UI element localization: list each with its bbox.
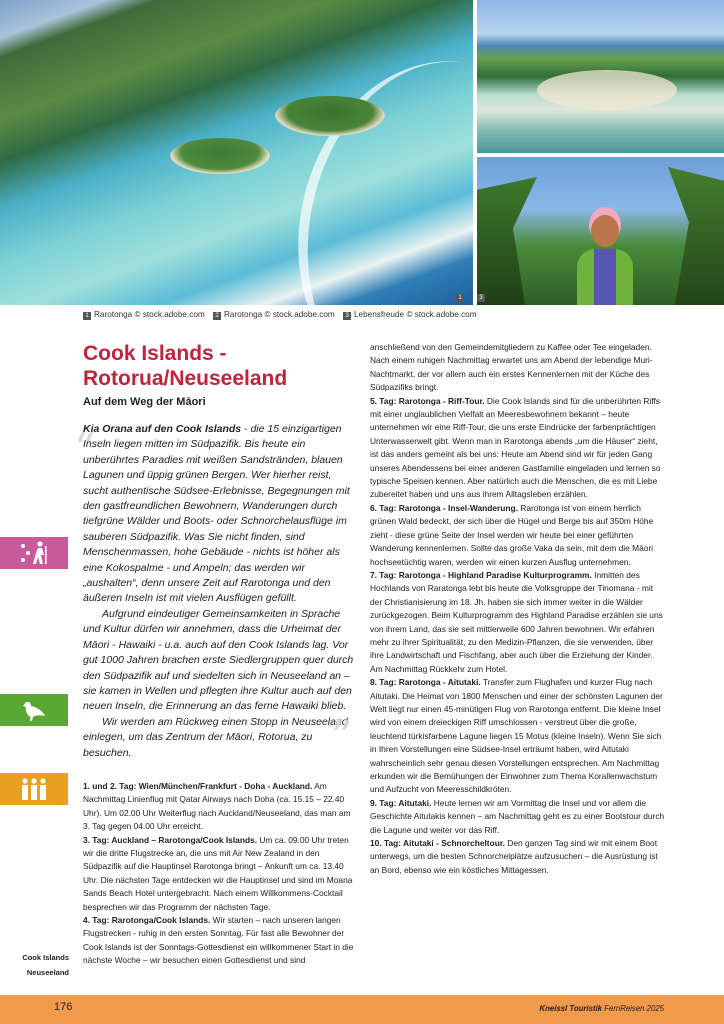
itinerary-day: 9. Tag: Aitutaki. Heute lernen wir am Vormittag die Insel und vor allem die Geschichte Aitutakis kennen – am Nachmittag geht es zu einer Bootstour durch die Lagune und weiter vor das Riff.: [370, 797, 665, 835]
page-subtitle: Auf dem Weg der Māori: [83, 396, 206, 408]
footer-brand: Kneissl Touristik FernReisen 2025: [539, 1004, 664, 1013]
photo-rarotonga-aerial: [0, 0, 473, 305]
itinerary-day: 3. Tag: Auckland – Rarotonga/Cook Islands. Um ca. 09.00 Uhr treten wir die dritte Flugstrecke an, die uns mit Air New Zealand in den Südpazifik auf die Hauptinsel Rarotonga bringt – Ankunft um ca. 13.40 Uhr. Die nächsten Tage entdecken wir die Hauptinsel und sind im Moana Sands Beach Hotel untergebracht. Nach einem Willkommens-Cocktail besprechen wir das Programm der nächsten Tage.: [83, 834, 353, 912]
hiking-icon: [0, 537, 68, 569]
page-number: 176: [54, 1001, 73, 1013]
photo-credit-1: Rarotonga © stock.adobe.com: [94, 310, 205, 319]
itinerary-day: 7. Tag: Rarotonga - Highland Paradise Kulturprogramm. Inmitten des Hochlands von Raratonga lebt bis heute die Volksgruppe der Tinomana - mit der Christianisierung im 18. Jh. haben sie sich immer weiter in die Wälder zurückgezogen. Beim Kulturprogramm des Highland Paradise erzählen sie uns von ihrem Land, das sie seit mittlerweile 600 Jahren bewohnen. Wir erfahren mehr zu ihrer Spiritualität, zu den Medizin-Pflanzen, die sie verwenden, über ihre Landwirtschaft und Fischfang, aber auch über die Erziehung der Kinder. Am Nachmittag Rückkehr zum Hotel.: [370, 569, 663, 674]
photo-rarotonga-lagoon: [477, 0, 724, 153]
quote-close-mark: ”: [331, 712, 353, 761]
page-title: Cook Islands - Rotorua/Neuseeland: [83, 342, 288, 390]
itinerary-day: 4. Tag: Rarotonga/Cook Islands. Wir starten – nach unseren langen Flugstrecken - ruhig in den ersten Sonntag. Für fast alle Bewohner der Cook Islands ist der Sonntags-Gottesdienst ein willkommener Start in die nächste Woche – wir besuchen einen Gottesdienst und sind: [83, 915, 354, 966]
quote-open-mark: “: [74, 424, 96, 473]
itinerary-day: 1. und 2. Tag: Wien/München/Frankfurt - Doha - Auckland. Am Nachmittag Linienflug mit Qatar Airways nach Doha (ca. 15.15 – 22.40 Uhr). Um 02.00 Uhr Weiterflug nach Auckland/Neuseeland, das man am 3. Tag gegen 04.00 Uhr erreicht.: [83, 781, 351, 832]
intro-lead: Kia Orana auf den Cook Islands: [83, 423, 242, 435]
intro-text: Kia Orana auf den Cook Islands - die 15 einzigartigen Inseln liegen mitten im Südpazifik. Bis heute ein unberührtes Paradies mit weißen Sandstränden, blauen Lagunen und üppig grünen Bergen. Wer hierher reist, sucht authentische Südsee-Erlebnisse, Begegnungen mit den gastfreundlichen Bewohnern, Wanderungen durch tiefgrüne Wälder und Boots- oder Schnorchelausflüge im sauberen Südpazifik. Was Sie nicht finden, sind Menschenmassen, hohe Gebäude - nichts ist höher als eine Kokospalme - und Ampeln; das werden wir „aushalten“, denn unsere Zeit auf Rarotonga und den äußeren Inseln ist mit vielen Ausflügen gefüllt. Aufgrund eindeutiger Gemeinsamkeiten in Sprache und Kultur dürfen wir annehmen, dass die Urheimat der Māori - Hawaiki - u.a. auch auf den Cook Islands lag. Vor gut 1000 Jahren brachen erste Siedlergruppen quer durch den Südpazifik auf und siedelten sich in Neuseeland an – sie kamen in Wellen und pflegten ihre Kultur auch auf den neuen Inseln, die Erinnerung an das ferne Hawaiki blieb. Wir werden am Rückweg einen Stopp in Neuseeland einlegen, um das Zentrum der Māori, Rotorua, zu besuchen.: [83, 423, 354, 759]
section-label: Cook Islands Neuseeland: [22, 953, 69, 977]
itinerary-column-1: [83, 780, 359, 968]
itinerary-day: 8. Tag: Rarotonga - Aitutaki. Transfer zum Flughafen und kurzer Flug nach Aitutaki. Die Heimat von 1800 Menschen und einer der schönsten Lagunen der Welt liegt nur einen 45-minütigen Flug von Rarotonga entfernt. Die kleine Insel wird von einem dreieckigen Riff umschlossen - verstreut über die große, leuchtend türkisfarbene Lagune liegen 15 Motus (kleine Inseln). Wenn Sie sich in Ihren Vorstellungen eine Südsee-Insel erträumt haben, wird Aitutaki wahrscheinlich sehr genau diesen Vorstellungen entsprechen. Am Nachmittag erkunden wir die Bemühungen der Einwohner zum Thema Korallenwachstum und Aufzucht von Meeresschildkröten.: [370, 677, 663, 795]
page-footer: [0, 995, 724, 1024]
photo-credits: 1 Rarotonga © stock.adobe.com 2 Rarotonga © stock.adobe.com 3 Lebensfreude © stock.adobe.com: [83, 310, 483, 320]
photo-lebensfreude: [477, 157, 724, 305]
itinerary-day: 5. Tag: Rarotonga - Riff-Tour. Die Cook Islands sind für die unberührten Riffs mit einer unglaublichen Vielfalt an Meeresbewohnern bekannt – heute unternehmen wir eine Riff-Tour, die uns erste Eindrücke der farbenprächtigen Unterwasserwelt gibt. Wenn man in Rarotonga abends „um die Häuser“ zieht, ist das anders gemeint als bei uns: Heute am Abend sind wir für jeden Gang unseres Abendessens bei einer anderen Gastfamilie eingeladen und lernen so typische Speisen kennen. Aber natürlich auch die Menschen, die es mit Liebe zubereitet haben und uns aus ihrem Alltagsleben erzählen.: [370, 395, 661, 500]
bird-icon: [0, 694, 68, 726]
photo-number-1: 1: [456, 294, 464, 302]
itinerary-column-2: [370, 341, 665, 877]
itinerary-day: 10. Tag: Aitutaki - Schnorcheltour. Den ganzen Tag sind wir mit einem Boot unterwegs, um die besten Schnorchelplätze aufzusuchen – die Ausrüstung ist an Bord, ebenso wie ein köstliches Mittagessen.: [370, 838, 658, 875]
photo-number-3: 3: [477, 294, 485, 302]
itinerary-day: 6. Tag: Rarotonga - Insel-Wanderung. Rarotonga ist von einem herrlich grünen Wald bedeckt, der sich über die Hügel und Berge bis auf 350m Höhe zieht - diese grüne Seite der Insel werden wir heute bei einer geführten Wanderung kennenlernen. Sollte das große Vaka da sein, mit dem die Māori hochseetüchtig waren, werden wir einen kurzen Ausflug unternehmen.: [370, 502, 654, 567]
photo-credit-2: Rarotonga © stock.adobe.com: [224, 310, 335, 319]
photo-credit-3: Lebensfreude © stock.adobe.com: [354, 310, 477, 319]
itinerary-day: anschließend von den Gemeindemitgliedern zu Kaffee oder Tee eingeladen. Nach einem ruhigen Nachmittag erwartet uns am Abend der lebendige Muri-Nachtmarkt, der vor allem auch ein erstes Kennenlernen mit der Küche des Südpazifiks bringt.: [370, 342, 653, 393]
family-icon: [0, 773, 68, 805]
